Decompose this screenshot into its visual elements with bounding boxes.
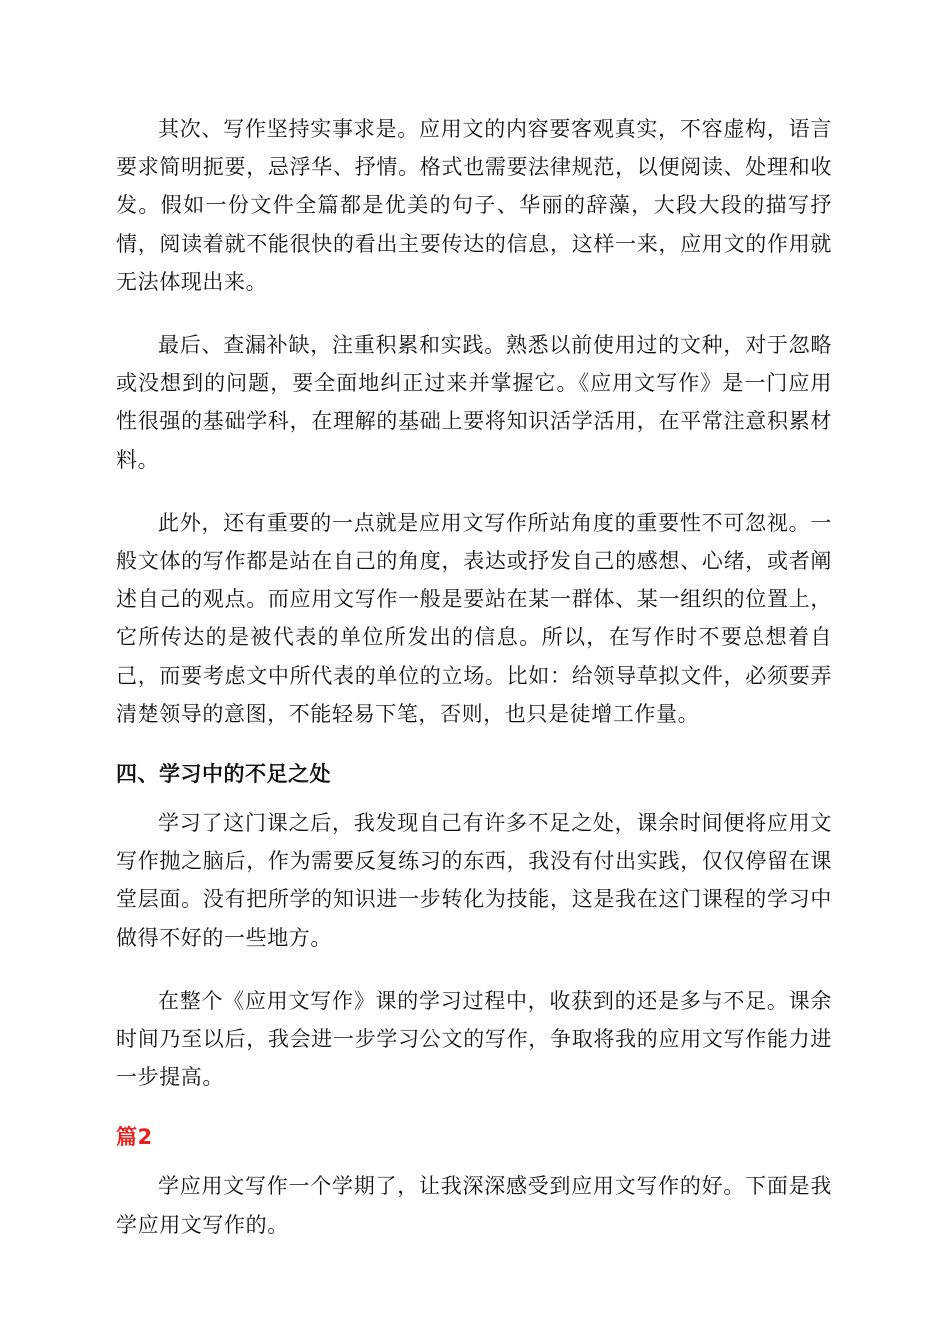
section-heading: 四、学习中的不足之处 — [116, 762, 331, 787]
body-paragraph: 学应用文写作一个学期了，让我深深感受到应用文写作的好。下面是我学应用文写作的。 — [116, 1174, 832, 1237]
body-paragraph: 最后、查漏补缺，注重积累和实践。熟悉以前使用过的文种，对于忽略或没想到的问题，要全面地纠正过来并掌握它。《应用文写作》是一门应用性很强的基础学科，在理解的基础上要将知识活学活用，在平常注意积累材料。 — [116, 333, 832, 472]
part-heading: 篇2 — [116, 1125, 153, 1150]
document-page — [116, 110, 832, 1269]
body-paragraph: 在整个《应用文写作》课的学习过程中，收获到的还是多与不足。课余时间乃至以后，我会进一步学习公文的写作，争取将我的应用文写作能力进一步提高。 — [116, 988, 832, 1090]
body-paragraph: 学习了这门课之后，我发现自己有许多不足之处，课余时间便将应用文写作抛之脑后，作为需要反复练习的东西，我没有付出实践，仅仅停留在课堂层面。没有把所学的知识进一步转化为技能，这是我在这门课程的学习中做得不好的一些地方。 — [116, 811, 832, 950]
body-paragraph: 此外，还有重要的一点就是应用文写作所站角度的重要性不可忽视。一般文体的写作都是站在自己的角度，表达或抒发自己的感想、心绪，或者阐述自己的观点。而应用文写作一般是要站在某一群体、某一组织的位置上，它所传达的是被代表的单位所发出的信息。所以，在写作时不要总想着自己，而要考虑文中所代表的单位的立场。比如：给领导草拟文件，必须要弄清楚领导的意图，不能轻易下笔，否则，也只是徒增工作量。 — [116, 510, 832, 726]
body-paragraph: 其次、写作坚持实事求是。应用文的内容要客观真实，不容虚构，语言要求简明扼要，忌浮华、抒情。格式也需要法律规范，以便阅读、处理和收发。假如一份文件全篇都是优美的句子、华丽的辞藻，大段大段的描写抒情，阅读着就不能很快的看出主要传达的信息，这样一来，应用文的作用就无法体现出来。 — [116, 117, 832, 294]
